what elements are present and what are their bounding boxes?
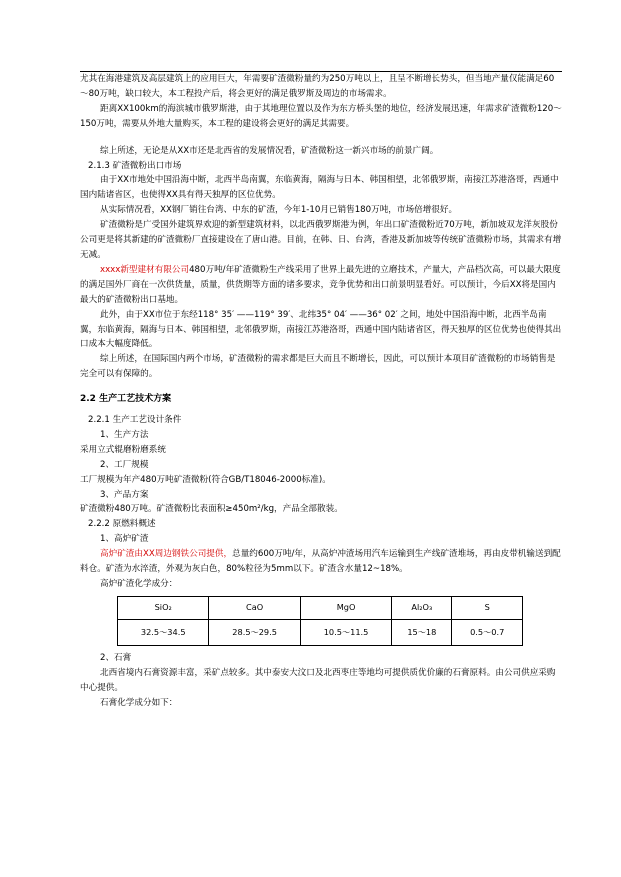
table-header-row	[118, 596, 523, 619]
section-heading-2-2-1: 2.2.1 生产工艺设计条件	[88, 415, 182, 426]
document-body	[80, 72, 562, 711]
table-cell: 32.5～34.5	[118, 619, 209, 645]
paragraph-export-markets: 矿渣微粉是广受国外建筑界欢迎的新型建筑材料，以北西俄罗斯港为例，年出口矿渣微粉近70万吨，新加坡双龙洋灰股份公司更是将其新建的矿渣微粉厂直接建设在了唐山港。目前，在韩、日、台湾，香港及新加坡等传统矿渣微粉市场，其需求有增无减。	[80, 220, 562, 260]
table-cell: 0.5～0.7	[452, 619, 523, 645]
list-item-production-method: 1、生产方法	[100, 429, 149, 440]
slag-composition-table	[117, 596, 523, 646]
list-item-slag: 1、高炉矿渣	[100, 534, 149, 545]
slag-supplier-highlight: 高炉矿渣由XX周边钢铁公司提供，	[100, 549, 233, 560]
table-cell: 10.5～11.5	[300, 619, 391, 645]
paragraph-location: 由于XX市地处中国沿海中断，北西半岛南翼，东临黄海，隔海与日本、韩国相望，北邻俄罗斯，南接江苏港洛哥，西通中国内陆诸省区，也使得XX具有得天独厚的区位优势。	[80, 175, 559, 201]
paragraph-slag-supply: 高炉矿渣由XX周边钢铁公司提供，总量约600万吨/年，从高炉冲渣场用汽车运输到生产线矿渣堆场，再由皮带机输送到配料仓。矿渣为水淬渣，外观为灰白色，80%粒径为5mm以下。矿渣含水量12~18%。	[80, 549, 561, 575]
list-text-plant-scale: 工厂规模为年产480万吨矿渣微粉(符合GB/T18046-2000标准)。	[80, 474, 331, 485]
caption-gypsum-composition: 石膏化学成分如下：	[100, 697, 178, 708]
list-text-product-plan: 矿渣微粉480万吨。矿渣微粉比表面积≥450m²/kg，产品全部散装。	[80, 504, 343, 515]
list-text-production-method: 采用立式辊磨粉磨系统	[80, 444, 166, 455]
table-header-cell: SiO₂	[118, 596, 209, 619]
table-row	[118, 619, 523, 645]
table-header-cell: Al₂O₃	[392, 596, 452, 619]
list-item-plant-scale: 2、工厂规模	[100, 459, 149, 470]
table-header-cell: MgO	[300, 596, 391, 619]
company-name-highlight: xxxx新型建材有限公司	[100, 264, 190, 275]
section-heading-2-2-2: 2.2.2 原燃料概述	[88, 519, 156, 530]
table-header-cell: CaO	[209, 596, 300, 619]
section-heading-2-1-3: 2.1.3 矿渣微粉出口市场	[88, 160, 182, 171]
paragraph-summary-market: 综上所述，在国际国内两个市场，矿渣微粉的需求都是巨大而且不断增长，因此，可以预计本项目矿渣微粉的市场销售是完全可以有保障的。	[80, 354, 556, 380]
paragraph-gypsum: 北西省境内石膏资源丰富，采矿点较多。其中泰安大汶口及北西枣庄等地均可提供质优价廉的石膏原料。由公司供应采购中心提供。	[80, 667, 556, 693]
table-cell: 28.5～29.5	[209, 619, 300, 645]
paragraph-summary-local: 综上所述，无论是从XX市还是北西省的发展情况看，矿渣微粉这一新兴市场的前景广阔。	[100, 145, 439, 156]
paragraph-port-city: 距离XX100km的海滨城市俄罗斯港，由于其地理位置以及作为东方桥头堡的地位，经济发展迅速，年需求矿渣微粉120～150万吨，需要从外地大量购买，本工程的建设将会更好的满足其需要。	[80, 103, 562, 129]
paragraph-company: xxxx新型建材有限公司480万吨/年矿渣微粉生产线采用了世界上最先进的立磨技术，产量大，产品档次高，可以最大限度的满足国外厂商在一次供货量，质量，供货期等方面的诸多要求，竞争优势和出口前景明显看好。可以预计，今后XX将是国内最大的矿渣微粉出口基地。	[80, 264, 561, 305]
list-item-product-plan: 3、产品方案	[100, 489, 149, 500]
table-cell: 15～18	[392, 619, 452, 645]
paragraph-coordinates: 此外，由于XX市位于东经118° 35′ ——119° 39′、北纬35° 04′ ——36° 02′ 之间，地处中国沿海中断，北西半岛南翼，东临黄海，隔海与日本、韩国相望，北邻俄罗斯，南接江苏港洛哥，西通中国内陆诸省区，得天独厚的区位优势也使得其出口成本大幅度降低。	[80, 309, 562, 350]
table-caption-slag: 高炉矿渣化学成分：	[100, 579, 178, 589]
paragraph-market-demand: 尤其在海港建筑及高层建筑上的应用巨大，年需要矿渣微粉量约为250万吨以上，且呈不断增长势头，但当地产量仅能满足60～80万吨，缺口较大，本工程投产后，将会更好的满足俄罗斯及周边的市场需求。	[80, 74, 555, 99]
section-heading-2-2: 2.2 生产工艺技术方案	[80, 394, 172, 405]
list-item-gypsum: 2、石膏	[100, 652, 132, 663]
table-header-cell: S	[452, 596, 523, 619]
paragraph-actual-sales: 从实际情况看，XX钢厂销往台湾、中东的矿渣，今年1-10月已销售180万吨，市场倍增很好。	[100, 205, 458, 216]
